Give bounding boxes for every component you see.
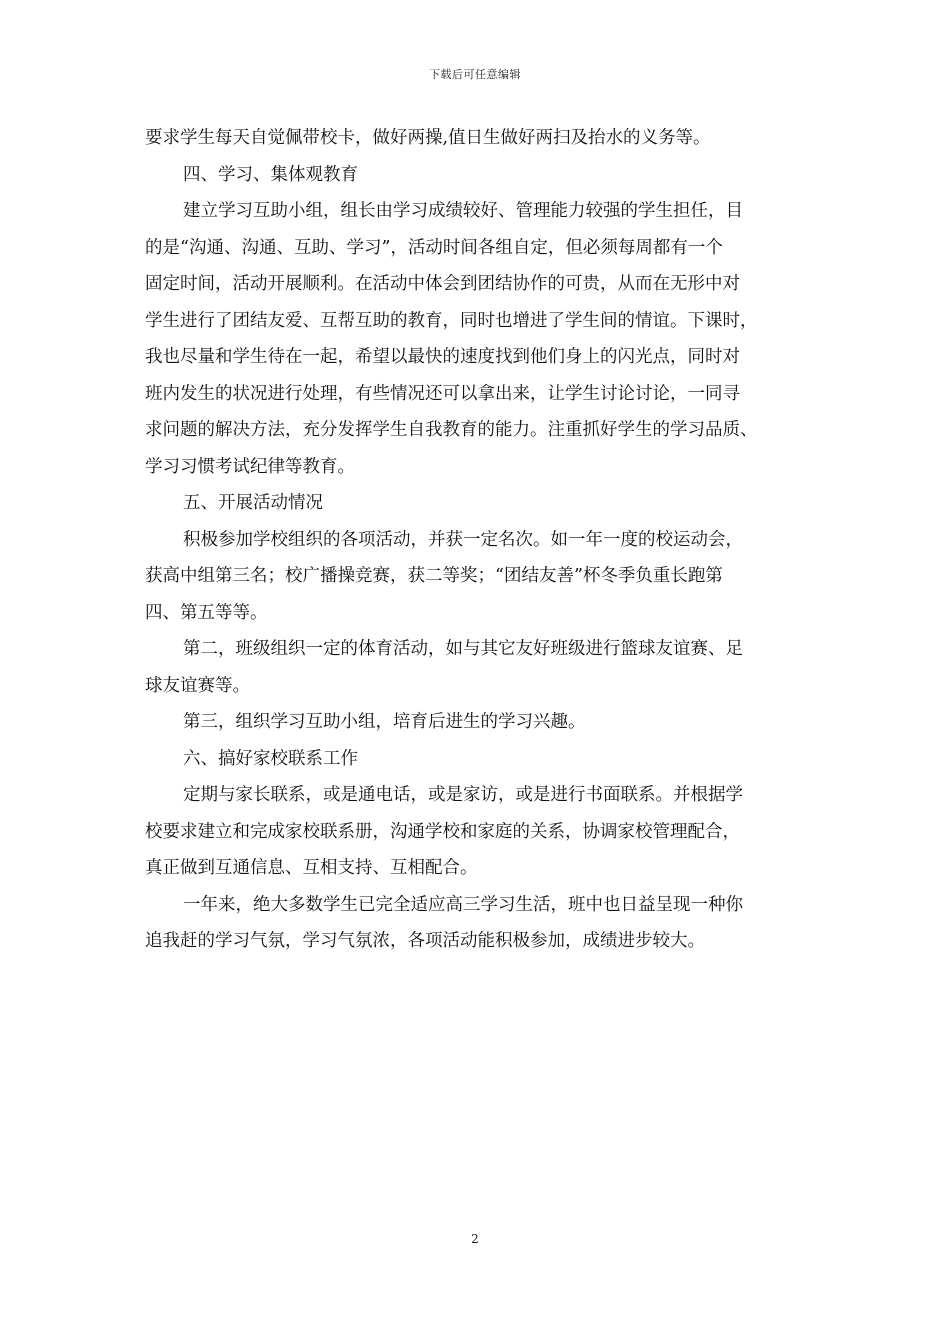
- paragraph-line: 真正做到互通信息、互相支持、互相配合。: [145, 858, 478, 878]
- paragraph-line: 获高中组第三名；校广播操竞赛，获二等奖；“团结友善”杯冬季负重长跑第: [145, 566, 723, 586]
- section-heading: 四、学习、集体观教育: [183, 164, 358, 185]
- paragraph-line: 我也尽量和学生待在一起，希望以最快的速度找到他们身上的闪光点，同时对: [145, 347, 740, 367]
- paragraph-line: 球友谊赛等。: [145, 675, 250, 696]
- paragraph-line: 学生进行了团结友爱、互帮互助的教育，同时也增进了学生间的情谊。下课时，: [145, 310, 758, 331]
- paragraph-line: 的是“沟通、沟通、互助、学习”，活动时间各组自定，但必须每周都有一个: [145, 237, 723, 258]
- paragraph-line: 积极参加学校组织的各项活动，并获一定名次。如一年一度的校运动会，: [183, 529, 743, 550]
- section-heading: 五、开展活动情况: [183, 493, 323, 513]
- paragraph-line: 学习习惯考试纪律等教育。: [145, 456, 355, 477]
- paragraph-line: 定期与家长联系，或是通电话，或是家访，或是进行书面联系。并根据学: [183, 785, 743, 805]
- paragraph-line: 固定时间，活动开展顺利。在活动中体会到团结协作的可贵，从而在无形中对: [145, 274, 740, 294]
- paragraph-line: 校要求建立和完成家校联系册，沟通学校和家庭的关系，协调家校管理配合，: [145, 821, 740, 842]
- paragraph-line: 一年来，绝大多数学生已完全适应高三学习生活，班中也日益呈现一种你: [183, 894, 743, 915]
- paragraph-line: 追我赶的学习气氛，学习气氛浓，各项活动能积极参加，成绩进步较大。: [145, 931, 705, 951]
- paragraph-line: 四、第五等等。: [145, 602, 268, 623]
- paragraph-line: 求问题的解决方法，充分发挥学生自我教育的能力。注重抓好学生的学习品质、: [145, 420, 758, 440]
- paragraph-line: 建立学习互助小组，组长由学习成绩较好、管理能力较强的学生担任，目: [183, 201, 743, 221]
- page-number: 2: [471, 1232, 479, 1246]
- paragraph-line: 第三，组织学习互助小组，培育后进生的学习兴趣。: [183, 712, 586, 732]
- paragraph-line: 第二，班级组织一定的体育活动，如与其它友好班级进行篮球友谊赛、足: [183, 639, 743, 659]
- paragraph-line: 班内发生的状况进行处理，有些情况还可以拿出来，让学生讨论讨论，一同寻: [145, 383, 740, 404]
- document-body: [145, 120, 805, 960]
- paragraph-line: 要求学生每天自觉佩带校卡，做好两操,值日生做好两扫及抬水的义务等。: [145, 128, 711, 148]
- header-note: 下载后可任意编辑: [429, 68, 521, 81]
- section-heading: 六、搞好家校联系工作: [183, 748, 358, 769]
